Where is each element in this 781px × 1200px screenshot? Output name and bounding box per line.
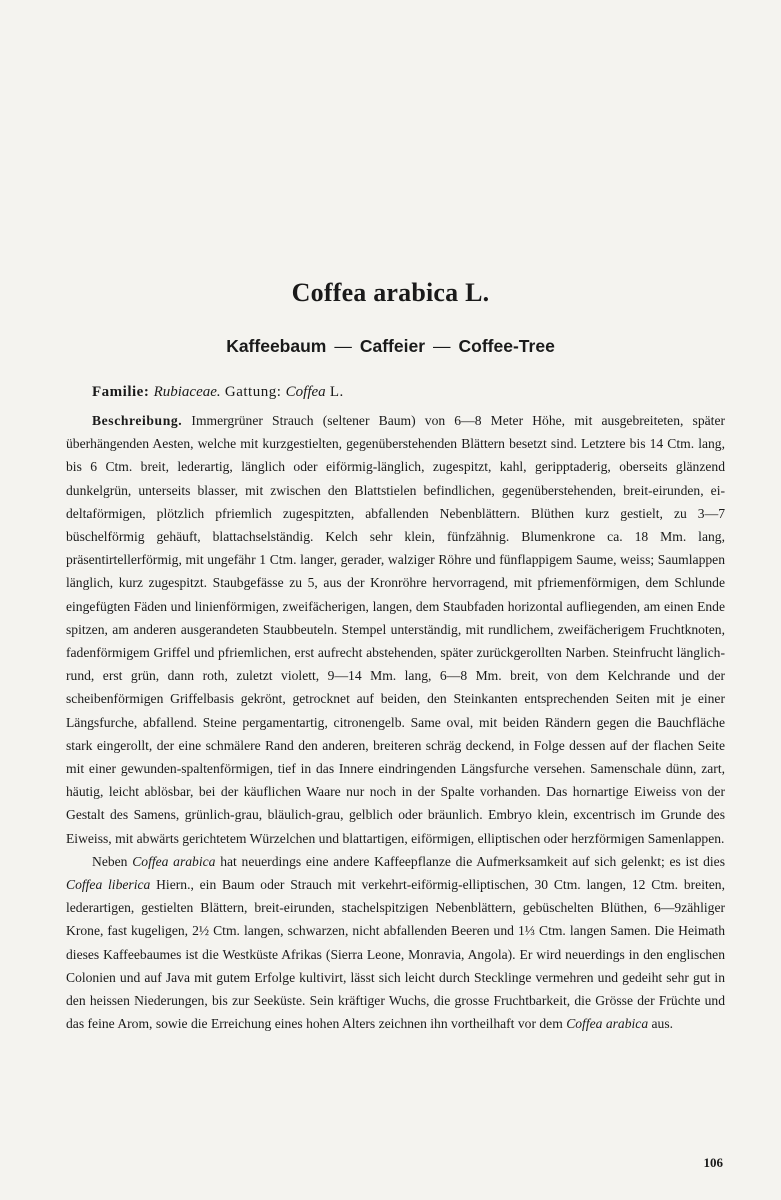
separator-dash: —	[334, 336, 352, 356]
genus-label: Gattung:	[224, 384, 282, 400]
species-name: Coffea arabica	[566, 1016, 649, 1032]
page-title: Coffea arabica L.	[291, 278, 490, 307]
taxonomy-line	[92, 384, 344, 401]
description-text: Immergrüner Strauch (seltener Baum) von 6—8 Meter Höhe, mit ausgebreiteten, später überhängenden Aesten, welche mit kurzgestielten, gegenüberstehenden Blättern besetzt sind. Letztere bis 14 Ctm. lang, bis 6 Ctm. breit, lederartig, länglich oder eiförmig-länglich, zugespitzt, kahl, geripptaderig, oberseits glänzend dunkelgrün, unterseits blasser, mit zwischen den Blattstielen befindlichen, gegenüberstehenden, breit-eirunden, ei-deltaförmigen, plötzlich pfriemlich zugespitzten, abfallenden Nebenblättern. Blüthen kurz gestielt, zu 3—7 büschelförmig gehäuft, blattachselständig. Kelch sehr klein, fünfzähnig. Blumenkrone ca. 18 Mm. lang, präsentirtellerförmig, mit ungefähr 1 Ctm. langer, gerader, walziger Röhre und fünflappigem Saume, weiss; Saumlappen länglich, kurz zugespitzt. Staubgefässe zu 5, aus der Kronröhre hervorragend, mit pfriemenförmigen, dem Schlunde eingefügten Fäden und linienförmigen, zweifächerigen, langen, dem Staubfaden horizontal aufliegenden, am einen Ende spitzen, am anderen ausgerandeten Staubbeuteln. Stempel unterständig, mit rundlichem, zweifächerigem Fruchtknoten, fadenförmigem Griffel und pfriemlichen, erst aufrecht abstehenden, später zurückgerollten Narben. Steinfrucht länglich-rund, erst grün, dann roth, zuletzt violett, 9—14 Mm. lang, 6—8 Mm. breit, von dem Kelchrande und der scheibenförmigen Griffelbasis gekrönt, getrocknet auf beiden, den Steinkanten entsprechenden Seiten mit je einer Längsfurche, abfallend. Steine pergamentartig, citronengelb. Same oval, mit beiden Rändern gegen die Bauchfläche stark eingerollt, der eine schmälere Rand den anderen, breiteren schräg deckend, in Folge dessen auf der flachen Seite mit einer gewunden-spaltenförmigen, tief in das Innere eindringenden Längsfurche versehen. Samenschale dünn, zart, häutig, leicht ablösbar, bei der käuflichen Waare nur noch in der Spalte vorhanden. Das hornartige Eiweiss von der Gestalt des Samens, grünlich-grau, bläulich-grau, gelblich oder bräunlich. Embryo klein, excentrisch im Grunde des Eiweiss, mit abwärts gerichtetem Würzelchen und blattartigen, eiförmigen, elliptischen oder herzförmigen Samenlappen.	[66, 413, 725, 846]
species-name: Coffea liberica	[66, 877, 151, 893]
paragraph-text: Neben	[92, 853, 133, 869]
genus-suffix: L.	[329, 384, 344, 400]
name-english: Coffee-Tree	[458, 336, 555, 356]
paragraph-text: Hiern., ein Baum oder Strauch mit verkehrt-eiförmig-elliptischen, 30 Ctm. langen, 12 Ctm. breiten, lederartigen, gestielten Blättern, breit-eirunden, stachelspitzigen Nebenblättern, gebüschelten Blüthen, 6—9zähliger Krone, fast kugeligen, 2½ Ctm. langen, schwarzen, nicht abfallenden Beeren und 1⅓ Ctm. langen Samen. Die Heimath dieses Kaffeebaumes ist die Westküste Afrikas (Sierra Leone, Monravia, Angola). Er wird neuerdings in den englischen Colonien und auf Java mit gutem Erfolge kultivirt, lässt sich leicht durch Stecklinge vermehren und gedeiht sehr gut in den heissen Niederungen, bis zur Seeküste. Sein kräftiger Wuchs, die grosse Fruchtbarkeit, die Grösse der Früchte und das feine Arom, sowie die Erreichung eines hohen Alters zeichnen ihn vortheilhaft vor dem	[66, 877, 725, 1032]
page-number: 106	[703, 1155, 723, 1170]
paragraph-text: aus.	[648, 1016, 674, 1032]
name-german: Kaffeebaum	[226, 336, 327, 356]
name-french: Caffeier	[359, 336, 426, 356]
species-name: Coffea arabica	[132, 853, 216, 869]
separator-dash: —	[433, 336, 451, 356]
family-label: Familie:	[92, 384, 150, 400]
description-label: Beschreibung.	[92, 413, 183, 428]
common-names	[0, 336, 781, 357]
liberica-paragraph	[66, 850, 725, 1036]
family-value: Rubiaceae.	[153, 384, 221, 400]
body-text	[66, 409, 725, 1035]
paragraph-text: hat neuerdings eine andere Kaffeepflanze die Aufmerksamkeit auf sich gelenkt; es ist dies	[215, 853, 725, 869]
description-paragraph	[66, 409, 725, 850]
genus-value: Coffea	[285, 384, 326, 400]
